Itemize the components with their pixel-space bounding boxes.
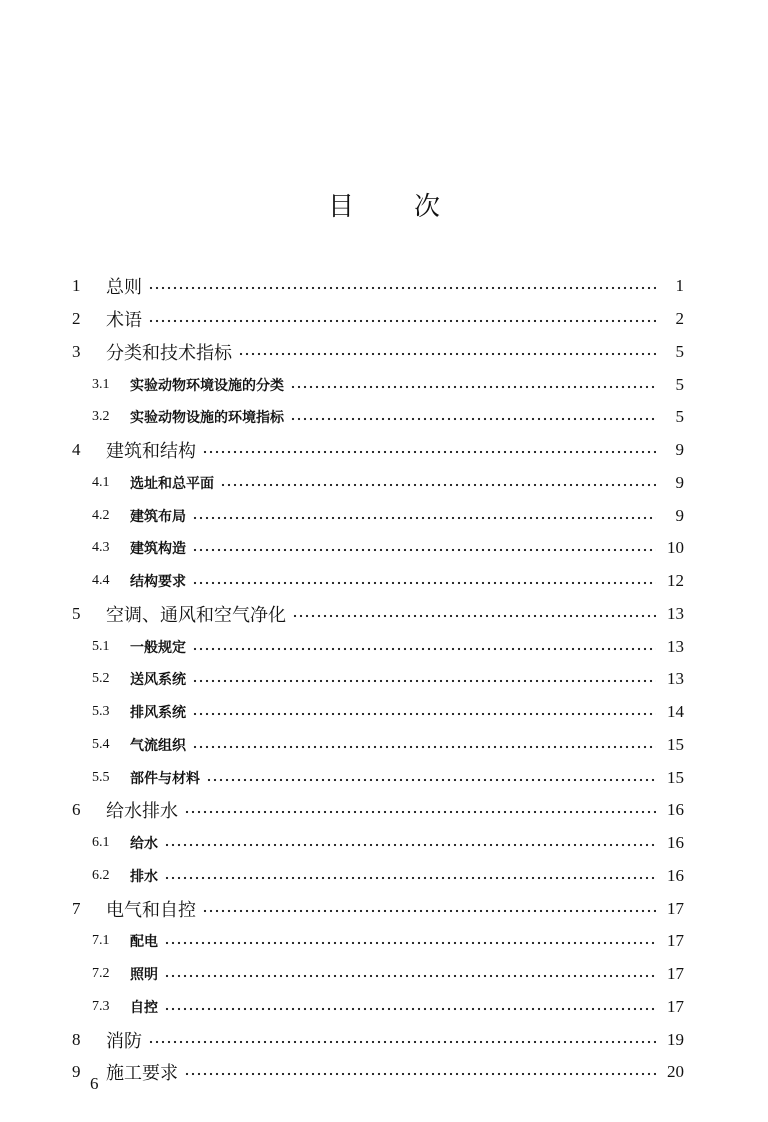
dot-leader: [192, 548, 656, 552]
entry-title: 排水: [130, 868, 158, 885]
toc-entry[interactable]: [72, 499, 684, 532]
entry-number: 5.3: [92, 704, 110, 720]
entry-title: 总则: [106, 277, 142, 299]
entry-title: 部件与材料: [130, 770, 200, 787]
entry-number: 7.2: [92, 966, 110, 982]
entry-title: 消防: [106, 1030, 142, 1052]
entry-number: 8: [72, 1029, 81, 1049]
entry-page: 16: [667, 833, 684, 853]
entry-number: 7.3: [92, 998, 110, 1014]
entry-number: 6.2: [92, 867, 110, 883]
entry-page: 20: [667, 1062, 684, 1082]
entry-title: 空调、通风和空气净化: [106, 604, 286, 626]
entry-page: 15: [667, 734, 684, 754]
toc-entry[interactable]: [72, 336, 684, 369]
dot-leader: [290, 385, 656, 389]
entry-number: 4.3: [92, 540, 110, 556]
entry-title: 选址和总平面: [130, 475, 214, 492]
dot-leader: [206, 778, 656, 782]
toc-entry[interactable]: [72, 696, 684, 729]
entry-page: 17: [667, 898, 684, 918]
toc-entry[interactable]: [72, 729, 684, 762]
dot-leader: [148, 319, 656, 323]
entry-title: 自控: [130, 999, 158, 1016]
entry-number: 3: [72, 341, 81, 361]
entry-title: 建筑布局: [130, 508, 186, 525]
entry-page: 16: [667, 800, 684, 820]
entry-title: 排风系统: [130, 705, 186, 722]
toc-entry[interactable]: [72, 467, 684, 500]
entry-number: 6.1: [92, 835, 110, 851]
dot-leader: [164, 941, 656, 945]
toc-entry[interactable]: [72, 794, 684, 827]
entry-title: 建筑构造: [130, 541, 186, 558]
toc-entry[interactable]: [72, 598, 684, 631]
dot-leader: [148, 1040, 656, 1044]
entry-page: 13: [667, 636, 684, 656]
table-of-contents: [72, 270, 684, 1089]
entry-number: 5.2: [92, 671, 110, 687]
footer-page-number: 6: [90, 1074, 99, 1093]
dot-leader: [192, 647, 656, 651]
entry-title: 施工要求: [106, 1063, 178, 1085]
entry-page: 13: [667, 669, 684, 689]
dot-leader: [220, 483, 656, 487]
entry-number: 4.4: [92, 573, 110, 589]
entry-number: 1: [72, 276, 81, 296]
entry-title: 建筑和结构: [106, 441, 196, 463]
entry-number: 6: [72, 800, 81, 820]
entry-page: 10: [667, 538, 684, 558]
toc-entry[interactable]: [72, 532, 684, 565]
toc-entry[interactable]: [72, 270, 684, 303]
toc-entry[interactable]: [72, 761, 684, 794]
entry-title: 照明: [130, 967, 158, 984]
entry-title: 给水排水: [106, 801, 178, 823]
entry-number: 5.5: [92, 769, 110, 785]
entry-title: 给水: [130, 836, 158, 853]
entry-title: 结构要求: [130, 574, 186, 591]
entry-number: 9: [72, 1062, 81, 1082]
toc-entry[interactable]: [72, 892, 684, 925]
toc-entry[interactable]: [72, 991, 684, 1024]
toc-entry[interactable]: [72, 303, 684, 336]
toc-entry[interactable]: [72, 860, 684, 893]
title-char: 次: [414, 192, 441, 222]
entry-page: 9: [675, 440, 684, 460]
toc-entry[interactable]: [72, 1056, 684, 1089]
toc-entry[interactable]: [72, 565, 684, 598]
dot-leader: [164, 843, 656, 847]
entry-page: 17: [667, 996, 684, 1016]
dot-leader: [238, 352, 656, 356]
entry-number: 5.1: [92, 638, 110, 654]
entry-title: 电气和自控: [106, 899, 196, 921]
entry-page: 19: [667, 1029, 684, 1049]
dot-leader: [184, 810, 656, 814]
entry-page: 9: [675, 505, 684, 525]
toc-entry[interactable]: [72, 827, 684, 860]
entry-page: 13: [667, 603, 684, 623]
entry-number: 3.2: [92, 409, 110, 425]
dot-leader: [292, 614, 656, 618]
toc-entry[interactable]: [72, 663, 684, 696]
entry-title: 实验动物设施的环境指标: [130, 410, 284, 427]
dot-leader: [164, 1007, 656, 1011]
entry-page: 16: [667, 865, 684, 885]
page-title: [0, 186, 768, 223]
entry-page: 12: [667, 571, 684, 591]
entry-number: 4: [72, 440, 81, 460]
entry-number: 7: [72, 898, 81, 918]
dot-leader: [202, 909, 656, 913]
entry-number: 3.1: [92, 376, 110, 392]
dot-leader: [290, 417, 656, 421]
title-char: 目: [327, 192, 354, 222]
dot-leader: [192, 516, 656, 520]
entry-page: 5: [675, 374, 684, 394]
entry-title: 一般规定: [130, 639, 186, 656]
entry-number: 7.1: [92, 933, 110, 949]
entry-page: 17: [667, 964, 684, 984]
dot-leader: [164, 974, 656, 978]
entry-page: 2: [675, 309, 684, 329]
entry-number: 5: [72, 603, 81, 623]
dot-leader: [192, 712, 656, 716]
toc-entry[interactable]: [72, 1023, 684, 1056]
entry-title: 气流组织: [130, 737, 186, 754]
toc-entry[interactable]: [72, 401, 684, 434]
entry-title: 分类和技术指标: [106, 342, 232, 364]
entry-page: 15: [667, 767, 684, 787]
toc-entry[interactable]: [72, 434, 684, 467]
entry-page: 5: [675, 341, 684, 361]
toc-entry[interactable]: [72, 368, 684, 401]
entry-number: 4.1: [92, 474, 110, 490]
dot-leader: [192, 581, 656, 585]
entry-page: 14: [667, 702, 684, 722]
toc-entry[interactable]: [72, 958, 684, 991]
entry-title: 实验动物环境设施的分类: [130, 377, 284, 394]
toc-entry[interactable]: [72, 630, 684, 663]
toc-entry[interactable]: [72, 925, 684, 958]
entry-title: 送风系统: [130, 672, 186, 689]
entry-number: 5.4: [92, 736, 110, 752]
dot-leader: [202, 450, 656, 454]
dot-leader: [148, 286, 656, 290]
entry-page: 9: [675, 472, 684, 492]
dot-leader: [192, 679, 656, 683]
entry-page: 5: [675, 407, 684, 427]
entry-number: 4.2: [92, 507, 110, 523]
entry-title: 配电: [130, 934, 158, 951]
entry-page: 17: [667, 931, 684, 951]
dot-leader: [192, 745, 656, 749]
entry-title: 术语: [106, 310, 142, 332]
entry-page: 1: [675, 276, 684, 296]
dot-leader: [184, 1072, 656, 1076]
entry-number: 2: [72, 309, 81, 329]
dot-leader: [164, 876, 656, 880]
